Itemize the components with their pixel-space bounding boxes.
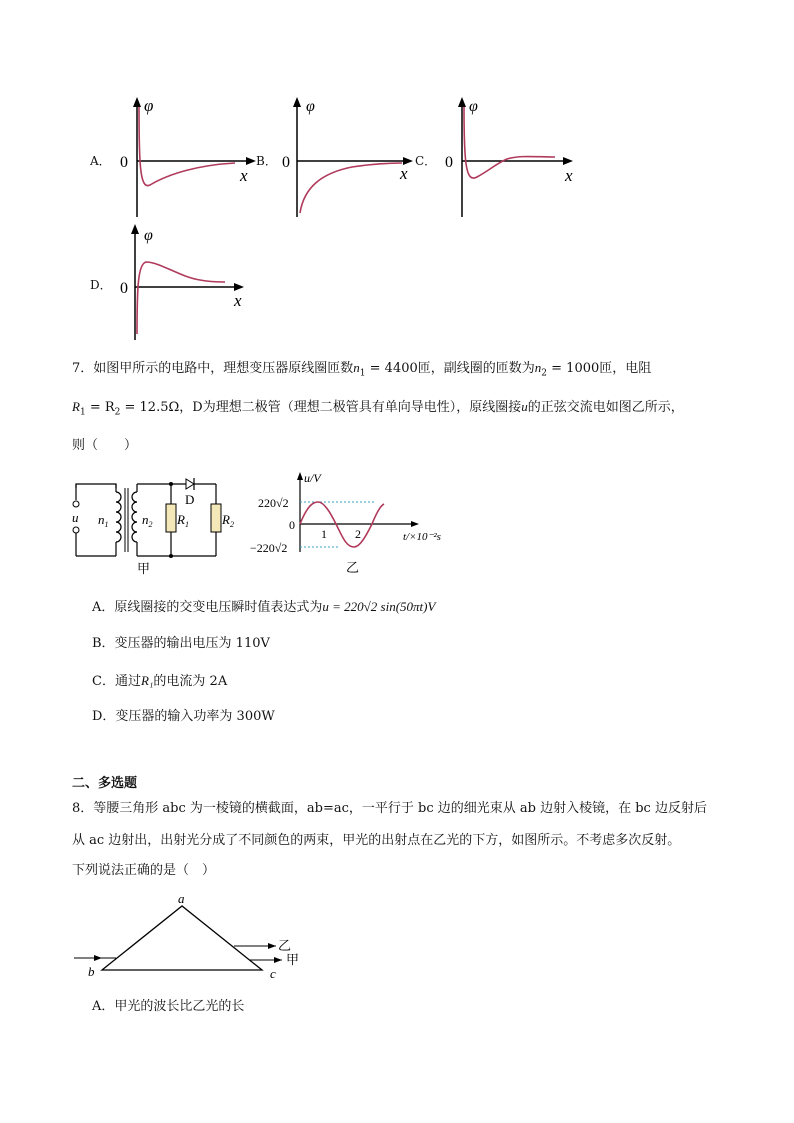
option-c-yvar: φ bbox=[469, 98, 478, 115]
q7-option-d[interactable]: D．变压器的输入功率为 300W bbox=[92, 709, 275, 724]
option-c-zero: 0 bbox=[445, 154, 453, 171]
wave-tick-1: 1 bbox=[321, 527, 327, 541]
circuit-n2-label: $n_2$ bbox=[142, 512, 153, 529]
q8-line-3: 下列说法正确的是（ ） bbox=[72, 863, 216, 878]
q8-option-a[interactable]: A．甲光的波长比乙光的长 bbox=[92, 999, 245, 1014]
option-c-graph bbox=[435, 95, 585, 220]
wave-xlabel: t/×10⁻²s bbox=[403, 531, 441, 543]
option-a-graph bbox=[110, 95, 260, 220]
q7-option-c[interactable]: C．通过R₁的电流为 2A bbox=[92, 673, 228, 689]
wave-ymax: 220√2 bbox=[258, 496, 289, 510]
wave-tick-2: 2 bbox=[355, 527, 361, 541]
option-d-yvar: φ bbox=[144, 227, 153, 244]
option-b-yvar: φ bbox=[306, 98, 315, 115]
wave-caption: 乙 bbox=[346, 560, 360, 575]
wave-zero: 0 bbox=[289, 518, 295, 532]
circuit-diagram bbox=[68, 474, 238, 578]
wave-ymin: −220√2 bbox=[250, 541, 288, 555]
option-a-label: A． bbox=[90, 154, 111, 168]
circuit-u-label: u bbox=[72, 510, 79, 525]
circuit-r2-label: $R_2$ bbox=[222, 512, 234, 529]
circuit-r1-label: $R_1$ bbox=[177, 512, 189, 529]
option-c-label: C． bbox=[415, 154, 437, 168]
prism-vertex-a: a bbox=[178, 891, 185, 906]
option-b-graph bbox=[272, 95, 422, 220]
q7-line-3: 则（ ） bbox=[72, 438, 138, 453]
waveform-diagram bbox=[248, 468, 458, 580]
prism-ray-jia: 甲 bbox=[286, 952, 300, 967]
q7-line-2: $R_1 = R_2 = 12.5\Omega$，D为理想二极管（理想二极管具有单向导电性），原线圈接u的正弦交流电如图乙所示， bbox=[72, 399, 684, 418]
option-a-zero: 0 bbox=[120, 154, 128, 171]
option-b-xvar: x bbox=[400, 164, 408, 183]
q7-option-b[interactable]: B．变压器的输出电压为 110V bbox=[92, 636, 270, 651]
q8-line-1: 8．等腰三角形 abc 为一棱镜的横截面，ab=ac，一平行于 bc 边的细光束从 ab 边射入棱镜，在 bc 边反射后 bbox=[72, 801, 707, 816]
option-d-label: D． bbox=[90, 278, 112, 292]
prism-diagram bbox=[70, 890, 310, 982]
option-b-label: B． bbox=[256, 154, 277, 168]
q8-line-2: 从 ac 边射出，出射光分成了不同颜色的两束，甲光的出射点在乙光的下方，如图所示。不考虑多次反射。 bbox=[72, 833, 681, 848]
wave-ylabel: u/V bbox=[304, 471, 321, 485]
option-d-graph bbox=[110, 222, 260, 344]
option-b-zero: 0 bbox=[282, 154, 290, 171]
option-a-xvar: x bbox=[240, 166, 248, 185]
option-d-zero: 0 bbox=[120, 280, 128, 297]
section-2-title: 二、多选题 bbox=[72, 776, 138, 791]
prism-vertex-b: b bbox=[88, 964, 95, 979]
circuit-caption: 甲 bbox=[137, 561, 151, 576]
prism-vertex-c: c bbox=[270, 966, 276, 981]
circuit-diode-label: D bbox=[185, 492, 195, 507]
circuit-n1-label: $n_1$ bbox=[98, 512, 109, 529]
q7-option-a[interactable]: A．原线圈接的交变电压瞬时值表达式为u = 220√2 sin(50πt)V bbox=[92, 599, 436, 615]
option-a-yvar: φ bbox=[144, 96, 154, 115]
option-c-xvar: x bbox=[565, 166, 573, 185]
option-d-xvar: x bbox=[234, 291, 242, 310]
prism-ray-yi: 乙 bbox=[278, 938, 292, 953]
q7-line-1: 7．如图甲所示的电路中，理想变压器原线圈匝数$n_1 = 4400$匝，副线圈的匝数为$n_2 = 1000$匝，电阻 bbox=[72, 360, 652, 379]
